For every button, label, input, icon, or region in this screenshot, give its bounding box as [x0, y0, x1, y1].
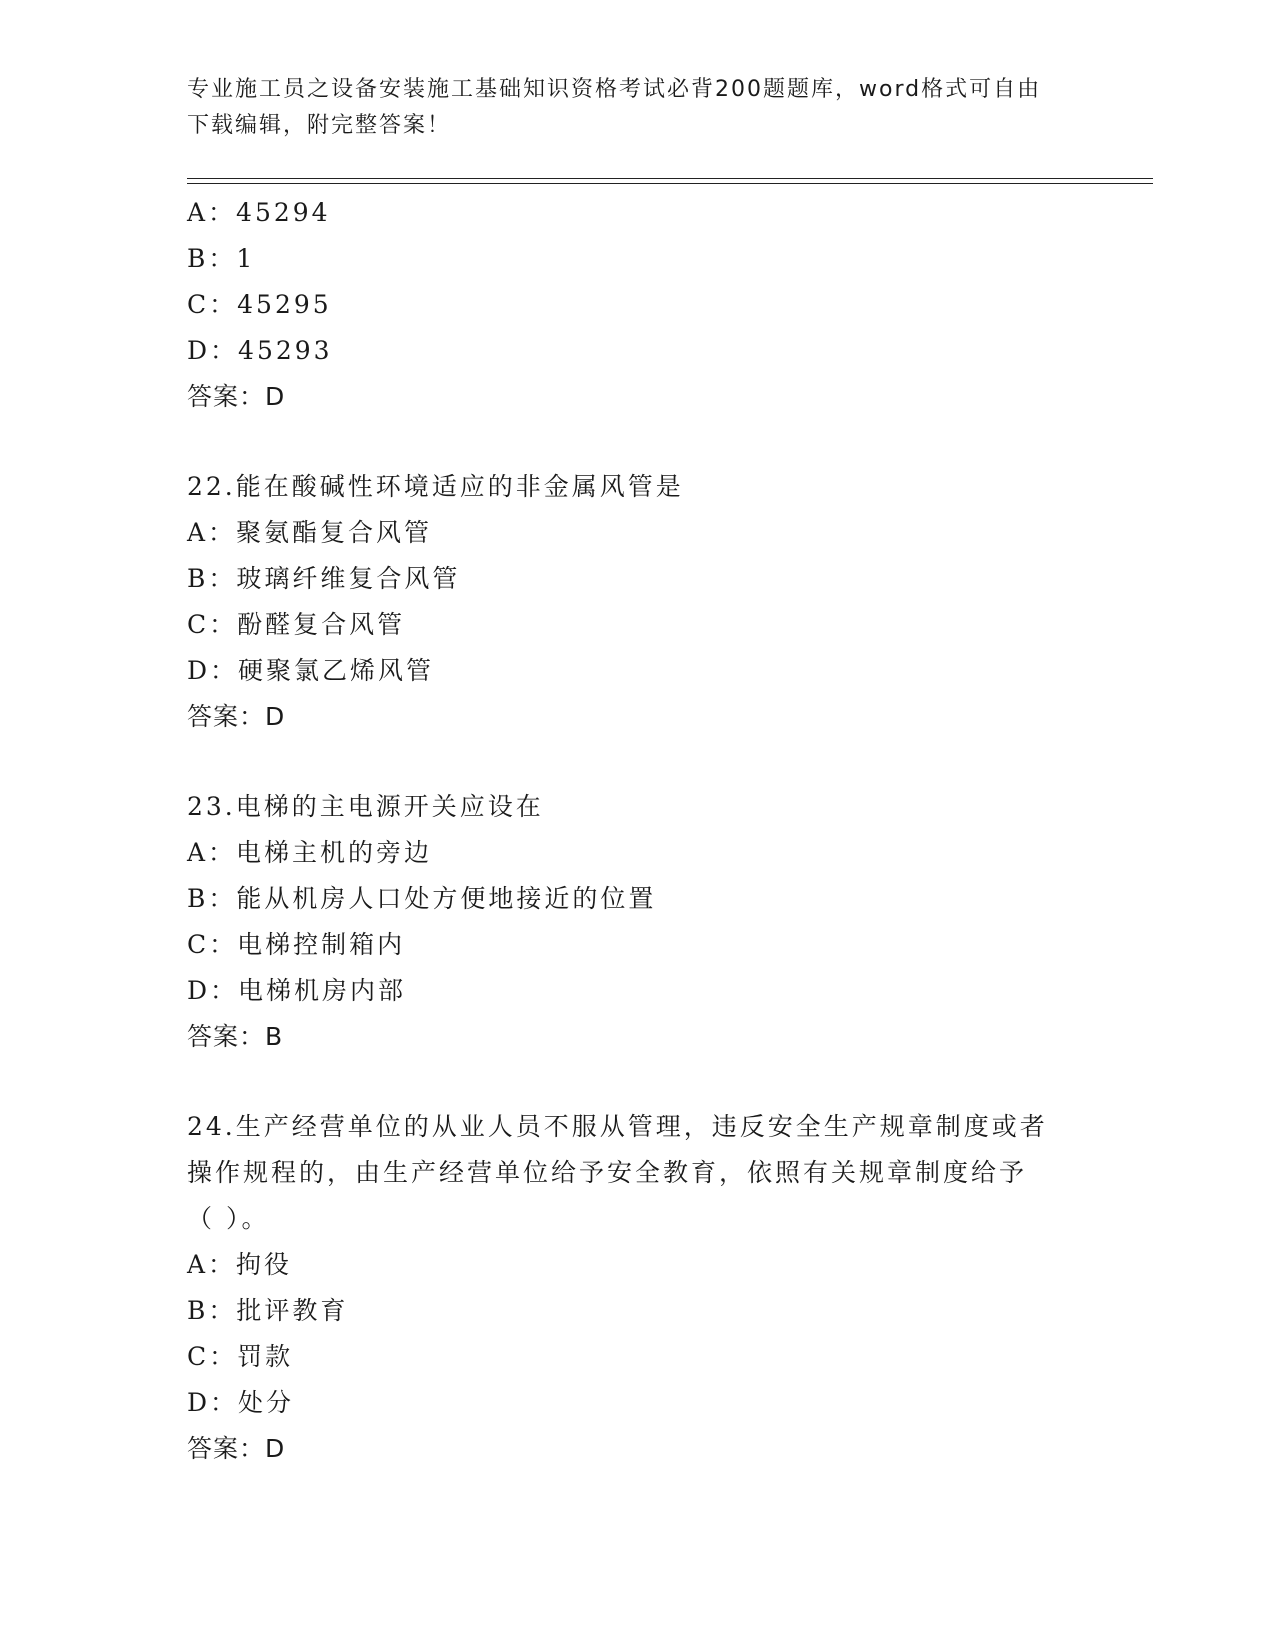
option-a: A：聚氨酯复合风管	[187, 518, 433, 547]
question-text: 23.电梯的主电源开关应设在	[187, 792, 544, 821]
question-22-block	[187, 464, 1087, 740]
option-c: C：45295	[187, 290, 332, 319]
header-divider-bottom	[187, 183, 1153, 184]
option-b: B：玻璃纤维复合风管	[187, 564, 461, 593]
spacer	[187, 1060, 1087, 1104]
question-text: 22.能在酸碱性环境适应的非金属风管是	[187, 472, 684, 501]
option-d: D：处分	[187, 1388, 295, 1417]
header-intro-line-1: 专业施工员之设备安装施工基础知识资格考试必背200题题库，word格式可自由	[187, 77, 1042, 102]
answer-line: 答案：D	[187, 702, 286, 731]
header-divider-top	[187, 178, 1153, 179]
option-d: D：45293	[187, 336, 333, 365]
option-a: A：电梯主机的旁边	[187, 838, 433, 867]
option-b: B：能从机房人口处方便地接近的位置	[187, 884, 657, 913]
option-b: B：1	[187, 244, 256, 273]
header-intro-line-2: 下载编辑，附完整答案！	[187, 113, 452, 138]
spacer	[187, 420, 1087, 464]
option-d: D：硬聚氯乙烯风管	[187, 656, 435, 685]
answer-line: 答案：D	[187, 382, 286, 411]
option-b: B：批评教育	[187, 1296, 349, 1325]
question-text-line-3: （ ）。	[187, 1204, 270, 1233]
option-a: A：拘役	[187, 1250, 293, 1279]
option-c: C：电梯控制箱内	[187, 930, 406, 959]
question-24-block	[187, 1104, 1087, 1472]
question-list	[187, 190, 1087, 1472]
question-text-line-1: 24.生产经营单位的从业人员不服从管理，违反安全生产规章制度或者	[187, 1112, 1048, 1141]
option-c: C：罚款	[187, 1342, 294, 1371]
option-d: D：电梯机房内部	[187, 976, 407, 1005]
option-a: A：45294	[187, 198, 331, 227]
spacer	[187, 740, 1087, 784]
answer-line: 答案：D	[187, 1434, 286, 1463]
answer-line: 答案：B	[187, 1022, 284, 1051]
question-21-block	[187, 190, 1087, 420]
document-header	[187, 72, 1067, 144]
question-23-block	[187, 784, 1087, 1060]
option-c: C：酚醛复合风管	[187, 610, 406, 639]
question-text-line-2: 操作规程的，由生产经营单位给予安全教育，依照有关规章制度给予	[187, 1158, 1028, 1187]
